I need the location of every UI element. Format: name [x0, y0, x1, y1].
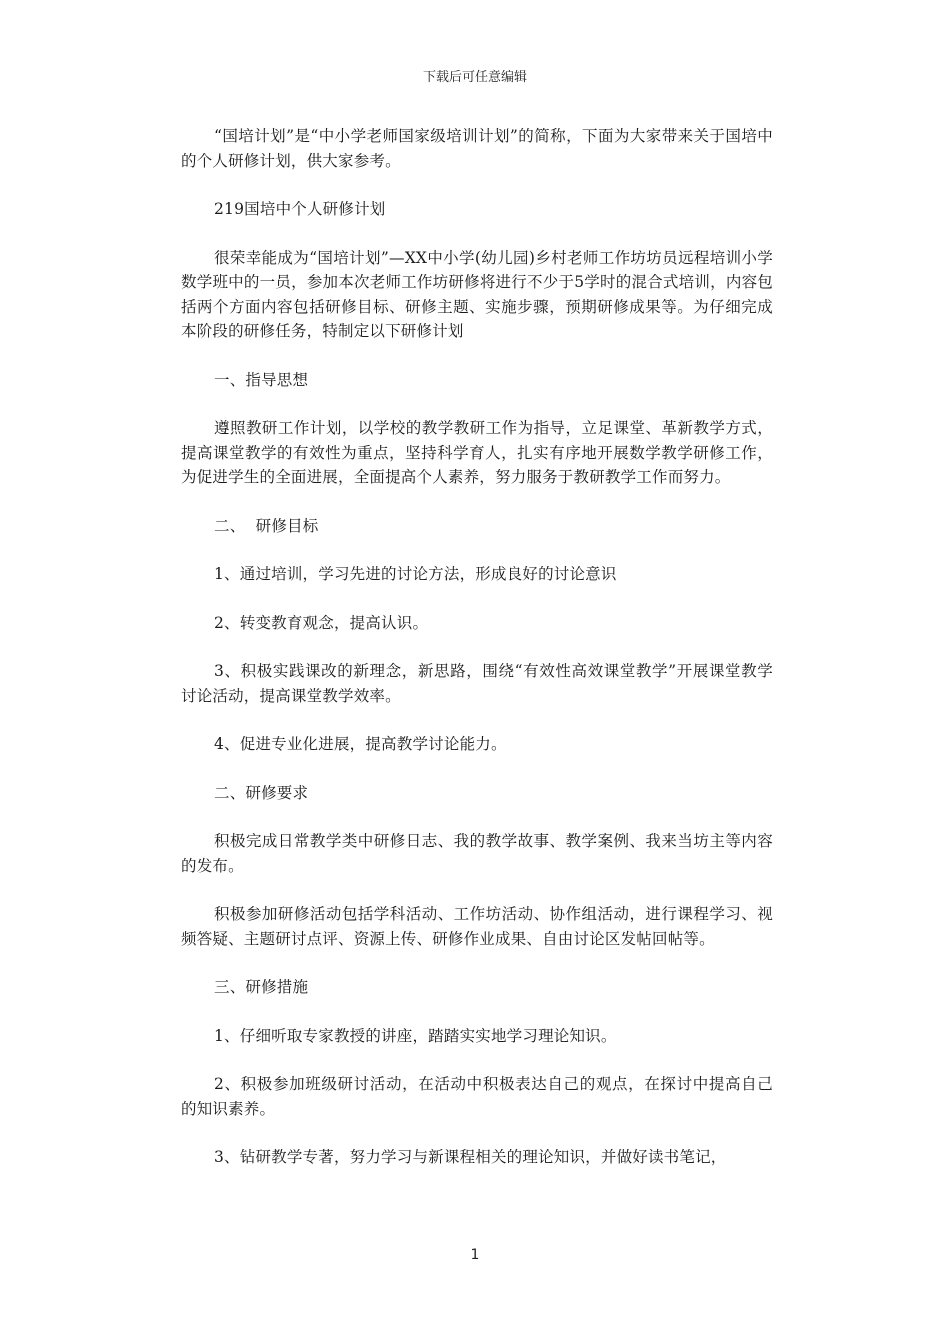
body-paragraph: 很荣幸能成为“国培计划”—XX中小学(幼儿园)乡村老师工作坊坊员远程培训小学数学班中的一员，参加本次老师工作坊研修将进行不少于5学时的混合式培训，内容包括两个方面内容包括研修目标、研修主题、实施步骤，预期研修成果等。为仔细完成本阶段的研修任务，特制定以下研修计划: [181, 248, 773, 340]
section-heading: 一、指导思想: [214, 370, 309, 389]
body-paragraph: 遵照教研工作计划，以学校的教学教研工作为指导，立足课堂、革新教学方式，提高课堂教学的有效性为重点，坚持科学育人，扎实有序地开展数学教学研修工作，为促进学生的全面进展，全面提高个人素养，努力服务于教研教学工作而努力。: [181, 419, 773, 486]
section-heading: 二、研修要求: [214, 783, 309, 802]
intro-paragraph: “国培计划”是“中小学老师国家级培训计划”的简称，下面为大家带来关于国培中的个人研修计划，供大家参考。: [181, 127, 773, 170]
list-item: 1、仔细听取专家教授的讲座，踏踏实实地学习理论知识。: [214, 1026, 617, 1045]
list-item: 3、钻研教学专著，努力学习与新课程相关的理论知识，并做好读书笔记，: [214, 1148, 727, 1166]
list-item: 2、积极参加班级研讨活动，在活动中积极表达自己的观点，在探讨中提高自己的知识素养。: [181, 1075, 773, 1118]
page-header: 下载后可任意编辑: [422, 70, 527, 85]
list-item: 4、促进专业化进展，提高教学讨论能力。: [214, 735, 507, 753]
page-number: 1: [470, 1247, 480, 1263]
document-body: [181, 124, 773, 1194]
document-title: 219国培中个人研修计划: [214, 200, 386, 218]
section-heading: 三、研修措施: [214, 978, 309, 996]
list-item: 3、积极实践课改的新理念，新思路，围绕“有效性高效课堂教学”开展课堂教学讨论活动，提高课堂教学效率。: [181, 662, 773, 705]
list-item: 1、通过培训，学习先进的讨论方法，形成良好的讨论意识: [214, 565, 617, 583]
body-paragraph: 积极参加研修活动包括学科活动、工作坊活动、协作组活动，进行课程学习、视频答疑、主题研讨点评、资源上传、研修作业成果、自由讨论区发帖回帖等。: [181, 905, 773, 948]
section-heading: 二、 研修目标: [214, 516, 319, 535]
list-item: 2、转变教育观念，提高认识。: [214, 613, 429, 632]
body-paragraph: 积极完成日常教学类中研修日志、我的教学故事、教学案例、我来当坊主等内容的发布。: [181, 832, 773, 875]
